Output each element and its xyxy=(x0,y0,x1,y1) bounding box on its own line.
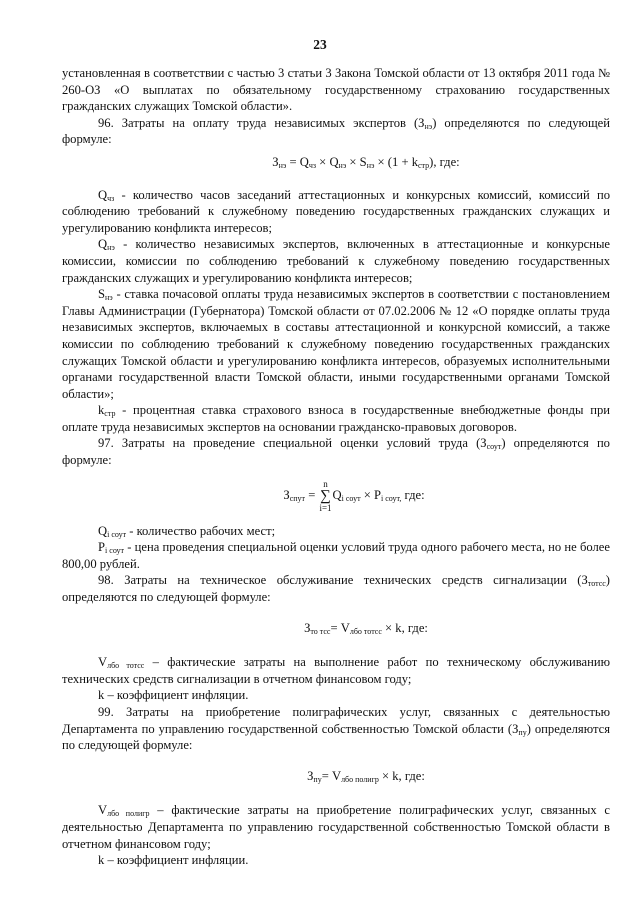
formula-alarm-maintenance: $З_{то тсс}= V_{лбо тотсс} \times k$, где: xyxy=(304,620,428,636)
formula-experts: $З_{нэ} = Q_{чз} \times Q_{нэ} \times S_{нэ} \times (1 + k_{стр})$, где: xyxy=(272,154,460,170)
definition-vlbo-poligr: $V_{лбо полигр}$ – фактические затраты на приобретение полиграфических услуг, связанных с деятельностью Департамента по управлению государственной собственностью Томской области в отчетном финансовом году; xyxy=(62,803,610,851)
definition-sne: $S_{нэ}$ - ставка почасовой оплаты труда независимых экспертов в соответствии с постановлением Главы Администрации (Губернатора) Томской области от 07.02.2006 № 12 «О порядке оплаты труда независимых экспертов, включаемых в составы аттестационной и конкурсной комиссий, а также комиссии по соблюдению требований к служебному поведению государственных гражданских служащих Томской области и урегулированию конфликта интересов, образуемых исполнительными органами государственной власти Томской области, иными государственными органами Томской области»; xyxy=(62,287,610,401)
document-body xyxy=(62,65,610,869)
definition-vlbo-totss: $V_{лбо тотсс}$ – фактические затраты на выполнение работ по техническому обслуживанию технических средств сигнализации в отчетном финансовом году; xyxy=(62,655,610,686)
definition-kstr: $k_{стр}$ - процентная ставка страхового взноса в государственные внебюджетные фонды при оплате труда независимых экспертов на основании гражданско-правовых договоров. xyxy=(62,403,610,434)
definition-qisout: $Q_{i соут}$ - количество рабочих мест; xyxy=(98,523,276,539)
formula-labor-assessment: $З_{спут} = n$ ∑ $i=1Q_{i соут} \times P_{i соут,}$ где: xyxy=(283,478,425,513)
paragraph-96: 96. Затраты на оплату труда независимых экспертов $(З_{нэ})$ определяются по следующей формуле: xyxy=(62,115,610,147)
sum-symbol: n ∑ i=1 xyxy=(319,478,332,513)
definition-k-99: k – коэффициент инфляции. xyxy=(98,853,249,868)
definition-qne: $Q_{нэ}$ - количество независимых экспертов, включенных в аттестационные и конкурсные комиссии, комиссии по соблюдению требований к служебному поведению государственных гражданских служащих и урегулированию конфликта интересов; xyxy=(62,237,610,285)
paragraph-97: 97. Затраты на проведение специальной оценки условий труда $(З_{соут})$ определяются по формуле: xyxy=(62,436,610,468)
definition-k-98: k – коэффициент инфляции. xyxy=(98,688,249,703)
paragraph-99: 99. Затраты на приобретение полиграфических услуг, связанных с деятельностью Департамента по управлению государственной собственностью Томской области $(З_{пу})$ определяются по следующей формуле: xyxy=(62,705,610,753)
paragraph-98: 98. Затраты на техническое обслуживание технических средств сигнализации $(З_{тотсс})$ определяются по следующей формуле: xyxy=(62,573,610,605)
definition-pisout: $P_{i соут}$ - цена проведения специальной оценки условий труда одного рабочего места, но не более 800,00 рублей. xyxy=(62,540,610,571)
page-number: 23 xyxy=(313,37,327,52)
paragraph-continuation: установленная в соответствии с частью 3 статьи 3 Закона Томской области от 13 октября 2011 года № 260-ОЗ «О выплатах по обязательному государственному страхованию государственных гражданских служащих Томской области». xyxy=(62,66,610,114)
formula-printing: $З_{пу}= V_{лбо полигр} \times k$, где: xyxy=(307,768,425,784)
definition-qchz: $Q_{чз}$ - количество часов заседаний аттестационных и конкурсных комиссий, комиссий по соблюдению требований к служебному поведению государственных гражданских служащих и урегулированию конфликта интересов; xyxy=(62,187,610,235)
